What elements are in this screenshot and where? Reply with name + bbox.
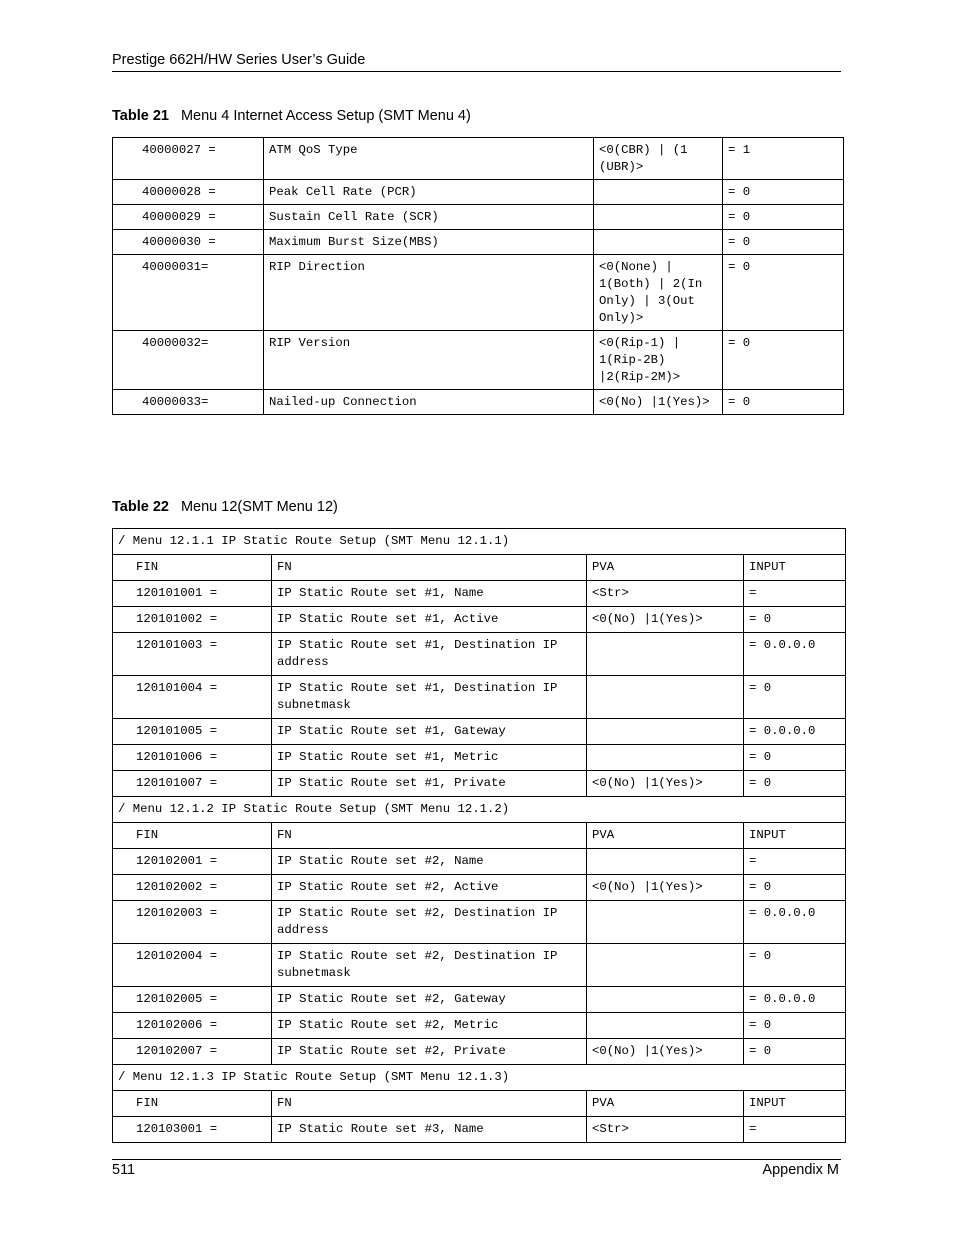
cell-fn: IP Static Route set #1, Destination IP subnetmask bbox=[272, 676, 587, 719]
table-row bbox=[113, 180, 844, 205]
cell-input: = 0.0.0.0 bbox=[744, 987, 846, 1013]
cell-pva bbox=[594, 205, 723, 230]
column-header-row bbox=[113, 555, 846, 581]
table-22-caption bbox=[112, 499, 338, 515]
cell-fn: Sustain Cell Rate (SCR) bbox=[264, 205, 594, 230]
cell-pva bbox=[587, 849, 744, 875]
table-22 bbox=[112, 528, 846, 1143]
table-row bbox=[113, 676, 846, 719]
cell-fn: Nailed-up Connection bbox=[264, 390, 594, 415]
cell-pva: <0(CBR) | (1 (UBR)> bbox=[594, 138, 723, 180]
table-row bbox=[113, 1039, 846, 1065]
cell-fin: 40000031= bbox=[113, 255, 264, 331]
cell-fn: IP Static Route set #1, Metric bbox=[272, 745, 587, 771]
cell-fin: 120101003 = bbox=[113, 633, 272, 676]
table-row bbox=[113, 1117, 846, 1143]
column-header-pva: PVA bbox=[587, 555, 744, 581]
cell-input: = 0 bbox=[744, 607, 846, 633]
table-row bbox=[113, 875, 846, 901]
cell-pva bbox=[587, 901, 744, 944]
column-header-row bbox=[113, 1091, 846, 1117]
cell-pva: <0(None) | 1(Both) | 2(In Only) | 3(Out Only)> bbox=[594, 255, 723, 331]
cell-fn: IP Static Route set #1, Private bbox=[272, 771, 587, 797]
cell-fn: IP Static Route set #1, Gateway bbox=[272, 719, 587, 745]
cell-pva bbox=[587, 944, 744, 987]
table-21-label: Table 21 bbox=[112, 108, 169, 124]
table-row bbox=[113, 138, 844, 180]
table-row bbox=[113, 771, 846, 797]
column-header-input: INPUT bbox=[744, 823, 846, 849]
cell-fin: 40000028 = bbox=[113, 180, 264, 205]
column-header-row bbox=[113, 823, 846, 849]
table-row bbox=[113, 901, 846, 944]
cell-input: = 0 bbox=[723, 390, 844, 415]
cell-pva: <Str> bbox=[587, 581, 744, 607]
column-header-fin: FIN bbox=[113, 1091, 272, 1117]
cell-fn: IP Static Route set #2, Destination IP address bbox=[272, 901, 587, 944]
cell-input: = 1 bbox=[723, 138, 844, 180]
cell-pva: <0(No) |1(Yes)> bbox=[587, 875, 744, 901]
cell-input: = 0 bbox=[723, 255, 844, 331]
cell-fin: 40000029 = bbox=[113, 205, 264, 230]
cell-fn: IP Static Route set #1, Destination IP address bbox=[272, 633, 587, 676]
running-header-title: Prestige 662H/HW Series User’s Guide bbox=[112, 52, 366, 68]
column-header-pva: PVA bbox=[587, 1091, 744, 1117]
cell-fn: IP Static Route set #2, Metric bbox=[272, 1013, 587, 1039]
cell-input: = 0 bbox=[744, 944, 846, 987]
cell-fn: IP Static Route set #1, Active bbox=[272, 607, 587, 633]
table-row bbox=[113, 390, 844, 415]
cell-input: = bbox=[744, 849, 846, 875]
cell-fn: ATM QoS Type bbox=[264, 138, 594, 180]
cell-input: = 0.0.0.0 bbox=[744, 633, 846, 676]
column-header-input: INPUT bbox=[744, 555, 846, 581]
cell-fin: 120102003 = bbox=[113, 901, 272, 944]
cell-input: = bbox=[744, 1117, 846, 1143]
table-row bbox=[113, 331, 844, 390]
cell-input: = 0 bbox=[744, 875, 846, 901]
table-row bbox=[113, 581, 846, 607]
table-22-label: Table 22 bbox=[112, 499, 169, 515]
table-row bbox=[113, 1013, 846, 1039]
cell-pva bbox=[587, 633, 744, 676]
column-header-fn: FN bbox=[272, 1091, 587, 1117]
cell-input: = 0 bbox=[723, 331, 844, 390]
cell-fn: Maximum Burst Size(MBS) bbox=[264, 230, 594, 255]
cell-input: = 0 bbox=[723, 205, 844, 230]
cell-fin: 120101002 = bbox=[113, 607, 272, 633]
cell-fin: 120101001 = bbox=[113, 581, 272, 607]
cell-fn: RIP Direction bbox=[264, 255, 594, 331]
cell-fn: IP Static Route set #2, Name bbox=[272, 849, 587, 875]
cell-pva bbox=[587, 1013, 744, 1039]
section-title-row bbox=[113, 1065, 846, 1091]
cell-pva bbox=[587, 987, 744, 1013]
cell-input: = 0 bbox=[744, 771, 846, 797]
cell-fin: 120101007 = bbox=[113, 771, 272, 797]
cell-pva bbox=[587, 719, 744, 745]
section-title: / Menu 12.1.3 IP Static Route Setup (SMT Menu 12.1.3) bbox=[113, 1065, 846, 1091]
cell-input: = bbox=[744, 581, 846, 607]
section-title: / Menu 12.1.1 IP Static Route Setup (SMT Menu 12.1.1) bbox=[113, 529, 846, 555]
section-title-row bbox=[113, 797, 846, 823]
column-header-fn: FN bbox=[272, 823, 587, 849]
cell-pva: <0(No) |1(Yes)> bbox=[587, 607, 744, 633]
column-header-fin: FIN bbox=[113, 823, 272, 849]
cell-fin: 120101006 = bbox=[113, 745, 272, 771]
cell-pva: <0(Rip-1) | 1(Rip-2B) |2(Rip-2M)> bbox=[594, 331, 723, 390]
cell-fin: 40000033= bbox=[113, 390, 264, 415]
table-22-title: Menu 12(SMT Menu 12) bbox=[180, 499, 338, 515]
cell-pva bbox=[587, 676, 744, 719]
cell-input: = 0 bbox=[723, 180, 844, 205]
cell-input: = 0 bbox=[744, 1039, 846, 1065]
cell-pva: <0(No) |1(Yes)> bbox=[587, 1039, 744, 1065]
table-21-caption bbox=[112, 108, 471, 124]
cell-fn: RIP Version bbox=[264, 331, 594, 390]
table-row bbox=[113, 745, 846, 771]
cell-pva: <0(No) |1(Yes)> bbox=[587, 771, 744, 797]
cell-input: = 0.0.0.0 bbox=[744, 901, 846, 944]
cell-fn: IP Static Route set #2, Gateway bbox=[272, 987, 587, 1013]
table-row bbox=[113, 944, 846, 987]
table-21 bbox=[112, 137, 844, 415]
cell-fin: 120102007 = bbox=[113, 1039, 272, 1065]
cell-input: = 0 bbox=[723, 230, 844, 255]
cell-input: = 0 bbox=[744, 1013, 846, 1039]
section-title: / Menu 12.1.2 IP Static Route Setup (SMT Menu 12.1.2) bbox=[113, 797, 846, 823]
cell-input: = 0.0.0.0 bbox=[744, 719, 846, 745]
column-header-fin: FIN bbox=[113, 555, 272, 581]
cell-fin: 120102002 = bbox=[113, 875, 272, 901]
cell-pva bbox=[594, 230, 723, 255]
header-rule bbox=[112, 71, 841, 72]
cell-pva: <Str> bbox=[587, 1117, 744, 1143]
cell-fin: 120102001 = bbox=[113, 849, 272, 875]
cell-fn: IP Static Route set #3, Name bbox=[272, 1117, 587, 1143]
cell-fin: 120101005 = bbox=[113, 719, 272, 745]
cell-fn: IP Static Route set #2, Destination IP subnetmask bbox=[272, 944, 587, 987]
column-header-fn: FN bbox=[272, 555, 587, 581]
table-row bbox=[113, 205, 844, 230]
cell-pva bbox=[587, 745, 744, 771]
cell-fn: Peak Cell Rate (PCR) bbox=[264, 180, 594, 205]
table-row bbox=[113, 633, 846, 676]
table-21-title: Menu 4 Internet Access Setup (SMT Menu 4) bbox=[180, 108, 471, 124]
table-row bbox=[113, 607, 846, 633]
cell-pva: <0(No) |1(Yes)> bbox=[594, 390, 723, 415]
table-row bbox=[113, 255, 844, 331]
cell-input: = 0 bbox=[744, 676, 846, 719]
cell-fin: 120103001 = bbox=[113, 1117, 272, 1143]
cell-fn: IP Static Route set #2, Active bbox=[272, 875, 587, 901]
section-title-row bbox=[113, 529, 846, 555]
cell-fin: 40000030 = bbox=[113, 230, 264, 255]
cell-fin: 120102005 = bbox=[113, 987, 272, 1013]
cell-fin: 40000027 = bbox=[113, 138, 264, 180]
table-row bbox=[113, 230, 844, 255]
cell-fin: 40000032= bbox=[113, 331, 264, 390]
table-row bbox=[113, 849, 846, 875]
cell-fn: IP Static Route set #1, Name bbox=[272, 581, 587, 607]
cell-fn: IP Static Route set #2, Private bbox=[272, 1039, 587, 1065]
cell-fin: 120101004 = bbox=[113, 676, 272, 719]
column-header-input: INPUT bbox=[744, 1091, 846, 1117]
cell-fin: 120102004 = bbox=[113, 944, 272, 987]
cell-input: = 0 bbox=[744, 745, 846, 771]
cell-pva bbox=[594, 180, 723, 205]
footer-section: Appendix M bbox=[762, 1162, 839, 1178]
cell-fin: 120102006 = bbox=[113, 1013, 272, 1039]
footer-rule bbox=[112, 1159, 841, 1160]
page-number: 511 bbox=[112, 1162, 136, 1178]
table-row bbox=[113, 987, 846, 1013]
column-header-pva: PVA bbox=[587, 823, 744, 849]
table-row bbox=[113, 719, 846, 745]
